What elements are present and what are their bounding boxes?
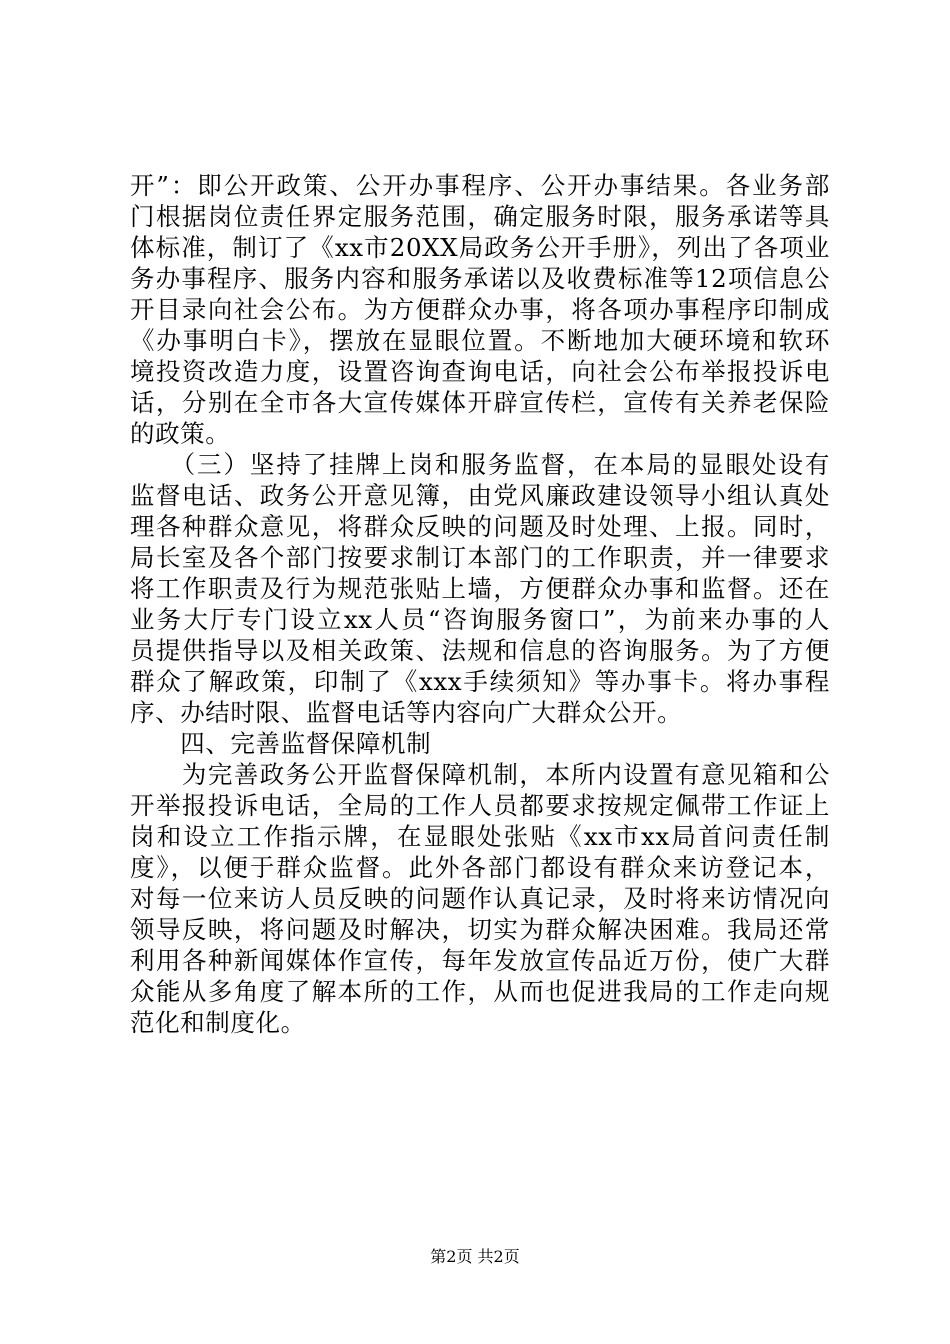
text-line: 岗和设立工作指示牌，在显眼处张贴《xx市xx局首问责任制 (130, 822, 830, 851)
text-line: 领导反映，将问题及时解决，切实为群众解决困难。我局还常 (130, 915, 830, 944)
text-line: 开举报投诉电话，全局的工作人员都要求按规定佩带工作证上 (130, 791, 830, 820)
text-line: 业务大厅专门设立xx人员“咨询服务窗口”，为前来办事的人 (130, 605, 830, 634)
text-line: 范化和制度化。 (130, 1008, 306, 1037)
text-line: 理各种群众意见，将群众反映的问题及时处理、上报。同时， (130, 512, 830, 541)
text-line: 利用各种新闻媒体作宣传，每年发放宣传品近万份，使广大群 (130, 946, 830, 975)
text-line: 境投资改造力度，设置咨询查询电话，向社会公布举报投诉电 (130, 357, 830, 386)
text-line: 监督电话、政务公开意见簿，由党风廉政建设领导小组认真处 (130, 481, 830, 510)
text-line: 体标准，制订了《xx市20XX局政务公开手册》，列出了各项业 (130, 233, 830, 262)
text-line: 话，分别在全市各大宣传媒体开辟宣传栏，宣传有关养老保险 (130, 388, 830, 417)
text-line: 开目录向社会公布。为方便群众办事，将各项办事程序印制成 (130, 295, 830, 324)
text-line: 《办事明白卡》，摆放在显眼位置。不断地加大硬环境和软环 (130, 326, 830, 355)
text-line: 的政策。 (130, 419, 231, 448)
document-body (130, 170, 830, 1038)
page-footer: 第2页 共2页 (430, 1247, 520, 1266)
text-line: 门根据岗位责任界定服务范围，确定服务时限，服务承诺等具 (130, 202, 830, 231)
text-line: 对每一位来访人员反映的问题作认真记录，及时将来访情况向 (130, 884, 830, 913)
text-line: 务办事程序、服务内容和服务承诺以及收费标准等12项信息公 (130, 264, 830, 293)
text-line: 开”：即公开政策、公开办事程序、公开办事结果。各业务部 (130, 171, 830, 200)
text-line: 四、完善监督保障机制 (130, 729, 432, 758)
text-line: 众能从多角度了解本所的工作，从而也促进我局的工作走向规 (130, 977, 830, 1006)
text-line: 局长室及各个部门按要求制订本部门的工作职责，并一律要求 (130, 543, 830, 572)
text-line: 员提供指导以及相关政策、法规和信息的咨询服务。为了方便 (130, 636, 830, 665)
text-line: （三）坚持了挂牌上岗和服务监督，在本局的显眼处设有 (130, 450, 830, 479)
text-line: 将工作职责及行为规范张贴上墙，方便群众办事和监督。还在 (130, 574, 830, 603)
text-line: 为完善政务公开监督保障机制，本所内设置有意见箱和公 (130, 760, 830, 789)
text-line: 群众了解政策，印制了《xxx手续须知》等办事卡。将办事程 (130, 667, 830, 696)
text-line: 序、办结时限、监督电话等内容向广大群众公开。 (130, 698, 683, 727)
text-line: 度》，以便于群众监督。此外各部门都设有群众来访登记本， (130, 853, 830, 882)
